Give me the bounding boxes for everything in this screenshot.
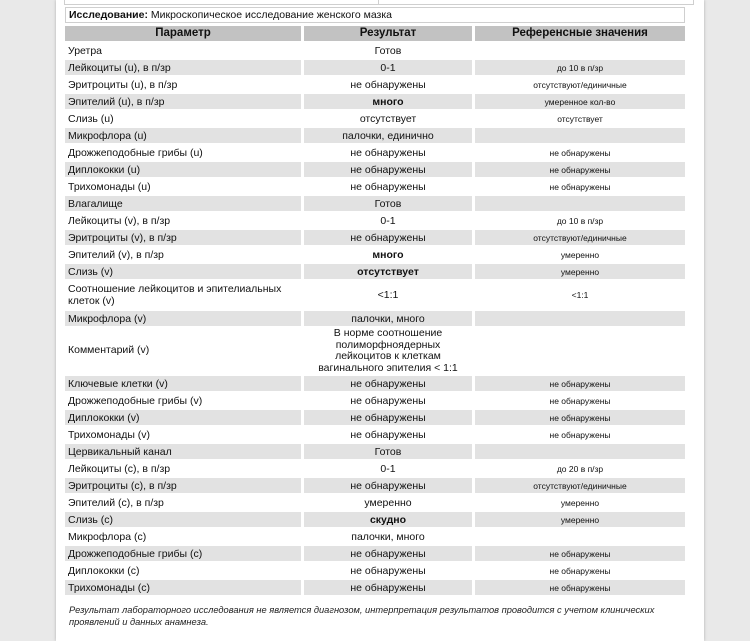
- cell-result: не обнаружены: [304, 77, 475, 92]
- cell-ref: <1:1: [571, 290, 589, 300]
- table-row: [65, 213, 685, 228]
- table-row: [65, 546, 685, 561]
- exam-label: Исследование:: [69, 9, 148, 21]
- cell-result: умеренно: [304, 495, 475, 510]
- cell-param: Эпителий (u), в п/зр: [65, 94, 304, 109]
- table-row: [65, 529, 685, 544]
- cell-result: <1:1: [304, 281, 475, 309]
- cell-ref: умеренно: [560, 249, 600, 260]
- cell-param: Эритроциты (u), в п/зр: [65, 77, 304, 92]
- header-param: Параметр: [65, 26, 304, 41]
- cell-result: палочки, много: [304, 311, 475, 326]
- document-page: [56, 0, 704, 641]
- cell-result: много: [304, 94, 475, 109]
- cell-ref: [475, 128, 685, 143]
- table-row: [65, 94, 685, 109]
- table-row: [65, 512, 685, 527]
- cell-ref: не обнаружены: [475, 410, 685, 425]
- cell-param: Соотношение лейкоцитов и эпителиальных клеток (v): [65, 281, 304, 309]
- cell-result: не обнаружены: [304, 427, 475, 442]
- cell-result: не обнаружены: [304, 376, 475, 391]
- cell-param: Диплококки (u): [65, 162, 304, 177]
- cell-ref: не обнаружены: [549, 181, 611, 192]
- cell-ref: не обнаружены: [475, 376, 685, 391]
- cell-result: палочки, единично: [304, 128, 475, 143]
- cell-ref: не обнаружены: [549, 429, 611, 440]
- table-row: [65, 145, 685, 160]
- table-row: [65, 427, 685, 442]
- table-row: [65, 495, 685, 510]
- cell-result: 0-1: [304, 461, 475, 476]
- table-row: [65, 478, 685, 493]
- cell-result: не обнаружены: [304, 580, 475, 595]
- cell-ref: умеренно: [475, 264, 685, 279]
- cell-param: Дрожжеподобные грибы (v): [65, 393, 304, 408]
- table-row: [65, 563, 685, 578]
- cell-param: Влагалище: [65, 196, 304, 211]
- cell-param: Комментарий (v): [65, 328, 304, 374]
- cell-ref: отсутствуют/единичные: [475, 230, 685, 245]
- cell-ref: не обнаружены: [549, 395, 611, 406]
- cell-ref: не обнаружены: [549, 565, 611, 576]
- cell-result: не обнаружены: [304, 230, 475, 245]
- cell-ref: [475, 196, 685, 211]
- cell-param: Микрофлора (v): [65, 311, 304, 326]
- table-row: [65, 230, 685, 245]
- cell-param: Диплококки (v): [65, 410, 304, 425]
- table-row: [65, 60, 685, 75]
- cell-param: Диплококки (c): [65, 563, 304, 578]
- cell-param: Микрофлора (u): [65, 128, 304, 143]
- cell-ref: не обнаружены: [475, 580, 685, 595]
- cell-result: не обнаружены: [304, 393, 475, 408]
- cell-param: Эритроциты (c), в п/зр: [65, 478, 304, 493]
- cell-param: Трихомонады (u): [65, 179, 304, 194]
- cell-param: Лейкоциты (c), в п/зр: [65, 461, 304, 476]
- cell-result: В норме соотношение полиморфноядерных лейкоцитов к клеткам вагинального эпителия < 1:1: [304, 328, 475, 374]
- cell-result: Готов: [304, 43, 475, 58]
- table-row: [65, 43, 685, 58]
- disclaimer-footnote: Результат лабораторного исследования не является диагнозом, интерпретация результатов проводится с учетом клинических проявлений и данных анамнеза.: [69, 605, 655, 627]
- cell-result: не обнаружены: [304, 162, 475, 177]
- table-row: [65, 311, 685, 326]
- table-row: [65, 580, 685, 595]
- table-row: [65, 162, 685, 177]
- table-row: [65, 410, 685, 425]
- table-row: [65, 461, 685, 476]
- table-row: [65, 393, 685, 408]
- cell-result: Готов: [304, 196, 475, 211]
- table-header-row: [65, 26, 685, 41]
- cell-param: Дрожжеподобные грибы (c): [65, 546, 304, 561]
- exam-value: Микроскопическое исследование женского мазка: [150, 9, 393, 21]
- table-row: [65, 77, 685, 92]
- cell-param: Дрожжеподобные грибы (u): [65, 145, 304, 160]
- cell-result: скудно: [304, 512, 475, 527]
- cell-result: не обнаружены: [304, 145, 475, 160]
- cell-param: Эпителий (v), в п/зр: [65, 247, 304, 262]
- table-row: [65, 196, 685, 211]
- cell-result: отсутствует: [304, 264, 475, 279]
- cell-param: Трихомонады (v): [65, 427, 304, 442]
- cell-ref: отсутствуют/единичные: [475, 478, 685, 493]
- cell-result: не обнаружены: [304, 179, 475, 194]
- cell-ref: не обнаружены: [549, 147, 611, 158]
- table-row: [65, 128, 685, 143]
- cell-param: Микрофлора (c): [65, 529, 304, 544]
- previous-table-edge: [64, 0, 694, 5]
- cell-result: не обнаружены: [304, 410, 475, 425]
- cell-param: Слизь (u): [65, 111, 304, 126]
- cell-result: не обнаружены: [304, 478, 475, 493]
- cell-ref: [475, 311, 685, 326]
- cell-ref: до 10 в п/зр: [556, 215, 604, 226]
- cell-ref: не обнаружены: [475, 162, 685, 177]
- table-row: [65, 376, 685, 391]
- header-result: Результат: [304, 26, 475, 41]
- cell-ref: умеренно: [560, 497, 600, 508]
- cell-result: отсутствует: [304, 111, 475, 126]
- cell-ref: [475, 529, 685, 544]
- cell-ref: до 20 в п/зр: [556, 463, 604, 474]
- cell-result: 0-1: [304, 213, 475, 228]
- table-row: [65, 281, 685, 309]
- cell-param: Цервикальный канал: [65, 444, 304, 459]
- cell-result: не обнаружены: [304, 563, 475, 578]
- header-ref: Референсные значения: [475, 26, 685, 41]
- cell-result: Готов: [304, 444, 475, 459]
- cell-param: Эпителий (c), в п/зр: [65, 495, 304, 510]
- cell-param: Слизь (v): [65, 264, 304, 279]
- cell-param: Лейкоциты (v), в п/зр: [65, 213, 304, 228]
- cell-param: Ключевые клетки (v): [65, 376, 304, 391]
- cell-param: Эритроциты (v), в п/зр: [65, 230, 304, 245]
- cell-result: 0-1: [304, 60, 475, 75]
- exam-title: [65, 7, 685, 23]
- cell-param: Лейкоциты (u), в п/зр: [65, 60, 304, 75]
- cell-result: палочки, много: [304, 529, 475, 544]
- cell-ref: отсутствует: [557, 113, 603, 124]
- cell-ref: не обнаружены: [475, 546, 685, 561]
- table-body: [65, 43, 685, 595]
- table-row: [65, 179, 685, 194]
- table-row: [65, 264, 685, 279]
- cell-result: не обнаружены: [304, 546, 475, 561]
- cell-ref: [475, 43, 685, 58]
- table-row: [65, 328, 685, 374]
- table-row: [65, 247, 685, 262]
- cell-ref: до 10 в п/зр: [475, 60, 685, 75]
- cell-ref: [475, 444, 685, 459]
- cell-result: много: [304, 247, 475, 262]
- cell-ref: умеренное кол-во: [475, 94, 685, 109]
- table-row: [65, 444, 685, 459]
- table-row: [65, 111, 685, 126]
- cell-param: Слизь (c): [65, 512, 304, 527]
- cell-ref: [475, 328, 685, 374]
- cell-ref: умеренно: [475, 512, 685, 527]
- cell-ref: отсутствуют/единичные: [533, 79, 627, 90]
- cell-param: Трихомонады (c): [65, 580, 304, 595]
- results-table: [65, 24, 685, 597]
- cell-param: Уретра: [65, 43, 304, 58]
